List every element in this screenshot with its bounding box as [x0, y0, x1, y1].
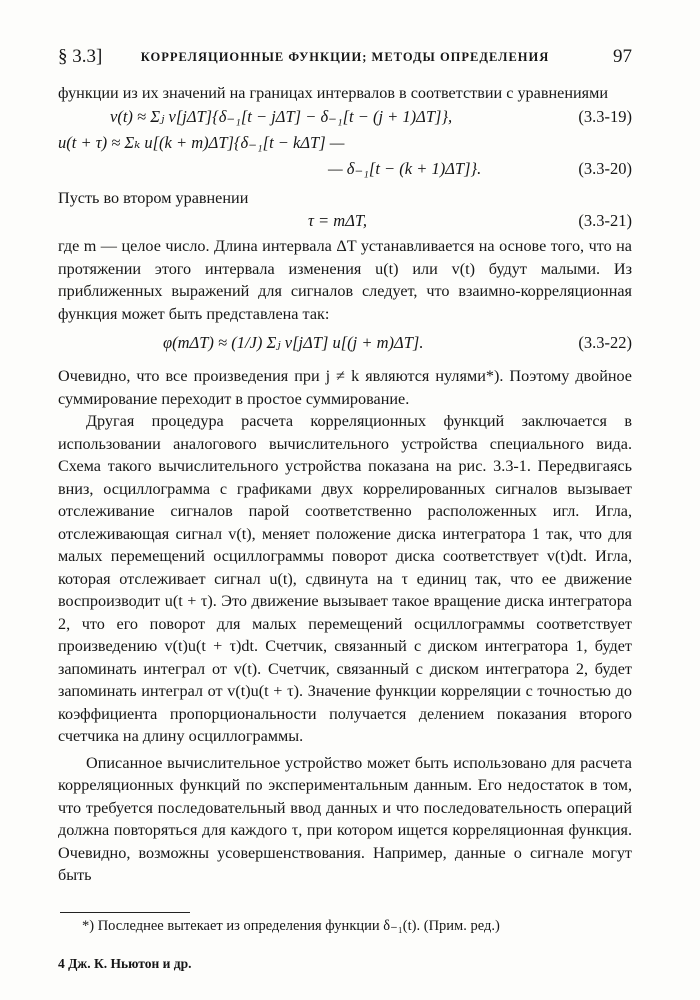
definition-paragraph: где m — целое число. Длина интервала ΔT устанавливается на основе того, что на протяжении этого интервала изменения u(t) или v(t) будут малыми. Из приближенных выражений для сигналов следует, что взаимно-корреляционная функция может быть представлена так:: [58, 237, 632, 323]
obvious-paragraph: Очевидно, что все произведения при j ≠ k являются нулями*). Поэтому двойное суммирование переходит в простое суммирование.: [58, 367, 632, 408]
let-paragraph: Пусть во втором уравнении: [58, 188, 249, 207]
equation-number: (3.3-22): [578, 333, 632, 352]
equation-3-3-19: [58, 105, 632, 131]
section-ref: § 3.3]: [58, 46, 103, 67]
device-drawback-paragraph: Описанное вычислительное устройство может быть использовано для расчета корреляционных функций по экспериментальным данным. Его недостаток в том, что требуется последовательный ввод данных и что последовательность операций должна повторяться для каждого τ, при котором ищется корреляционная функция. Очевидно, возможны усовершенствования. Например, данные о сигнале могут быть: [58, 753, 632, 884]
header-title: КОРРЕЛЯЦИОННЫЕ ФУНКЦИИ; МЕТОДЫ ОПРЕДЕЛЕНИЯ: [140, 50, 550, 64]
equation-formula: τ = mΔT,: [308, 211, 367, 230]
running-header: [58, 46, 632, 72]
equation-3-3-22: [58, 331, 632, 357]
main-text: [58, 82, 632, 887]
equation-formula: φ(mΔT) ≈ (1/J) Σⱼ v[jΔT] u[(j + m)ΔT].: [163, 333, 424, 352]
printer-signature: 4 Дж. К. Ньютон и др.: [58, 956, 192, 971]
equation-3-3-20-line1: [58, 131, 632, 157]
equation-3-3-20-line2: [58, 157, 632, 183]
equation-number: (3.3-19): [578, 106, 632, 126]
page-number: 97: [613, 46, 632, 67]
analog-device-paragraph: Другая процедура расчета корреляционных функций заключается в использовании аналогового вычислительного устройства специального вида. Схема такого вычислительного устройства показана на рис. 3.3-1. Передвигаясь вниз, осциллограмма с графиками двух коррелированных сигналов вызывает отслеживание сигналов парой соответственно расположенных игл. Игла, отслеживающая сигнал v(t), меняет положение диска интегратора 1 так, что для малых перемещений осциллограммы поворот диска соответствует v(t)dt. Игла, которая отслеживает сигнал u(t), сдвинута на τ единиц так, что ее движение воспроизводит u(t + τ). Это движение вызывает такое вращение диска интегратора 2, что его поворот для малых перемещений осциллограммы соответствует произведению v(t)u(t + τ)dt. Счетчик, связанный с диском интегратора 1, будет запоминать интеграл от v(t). Счетчик, связанный с диском интегратора 2, будет запоминать интеграл от v(t)u(t + τ). Значение функции корреляции с точностью до коэффициента пропорциональности получается делением показания второго счетчика на длину осциллограммы.: [58, 412, 632, 745]
equation-formula: v(t) ≈ Σⱼ v[jΔT]{δ₋₁[t − jΔT] − δ₋₁[t − (j + 1)ΔT]},: [110, 106, 453, 126]
equation-formula: u(t + τ) ≈ Σₖ u[(k + m)ΔT]{δ₋₁[t − kΔT] —: [58, 132, 345, 152]
intro-paragraph: функции из их значений на границах интервалов в соответствии с уравнениями: [58, 84, 609, 102]
footnote-rule: [60, 912, 190, 913]
equation-3-3-21: [58, 209, 632, 235]
footnote: *) Последнее вытекает из определения функции δ₋₁(t). (Прим. ред.): [82, 918, 500, 934]
equation-number: (3.3-20): [578, 158, 632, 178]
equation-formula: — δ₋₁[t − (k + 1)ΔT]}.: [328, 158, 482, 178]
equation-number: (3.3-21): [578, 211, 632, 230]
